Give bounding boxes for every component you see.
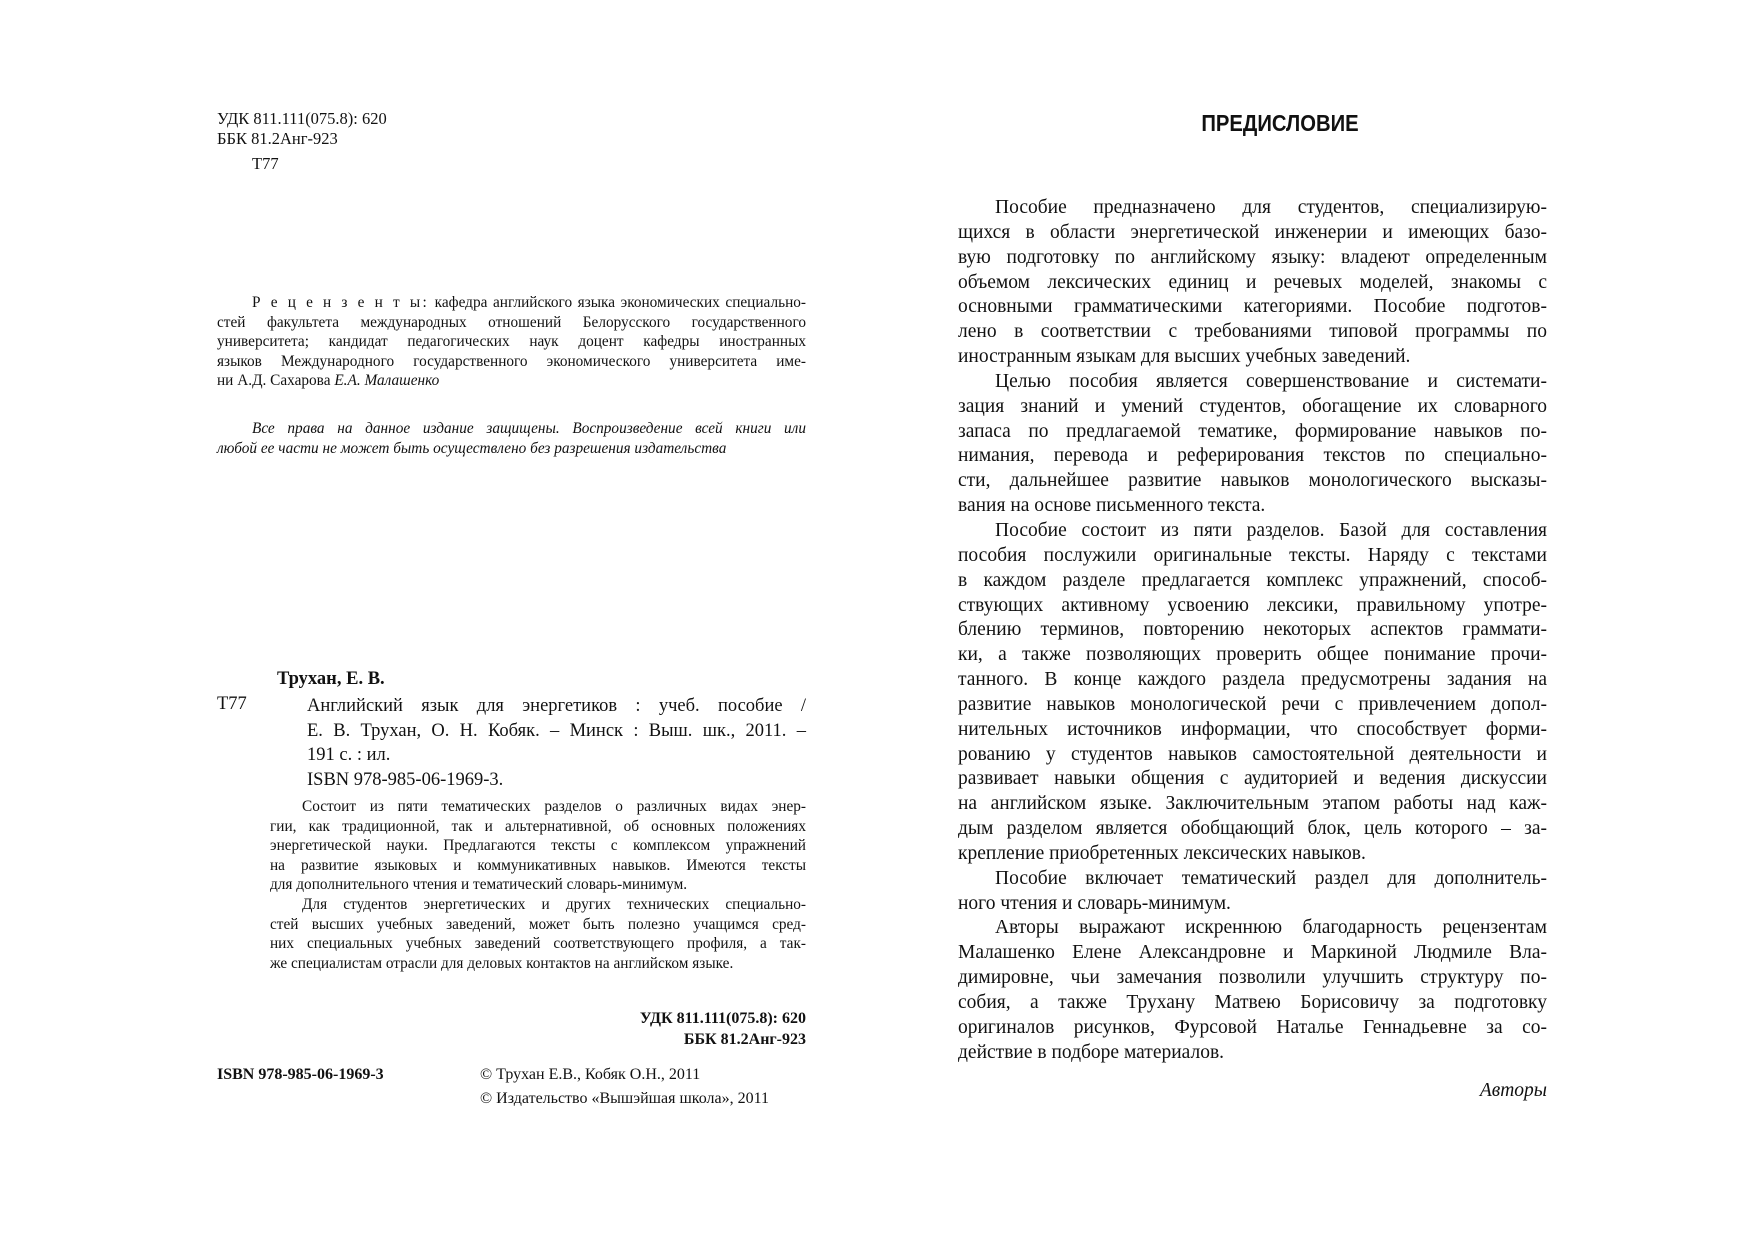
preface-line: лено в соответствии с требованиями типовой программы по <box>958 321 1547 343</box>
author-surname: Трухан <box>277 669 337 689</box>
preface-line: вую подготовку по английскому языку: владеют определенным <box>958 246 1547 268</box>
preface-line: димировне, чьи замечания позволили улучшить структуру по- <box>958 967 1547 989</box>
annotation-line: энергетической науки. Предлагаются тексты с комплексом упражнений <box>270 837 806 855</box>
preface-line: нимания, перевода и реферирования текстов по специально- <box>958 445 1547 467</box>
preface-line: зация знаний и умений студентов, обогащение их словарного <box>958 395 1547 417</box>
annotation-line: для дополнительного чтения и тематический словарь-минимум. <box>270 876 688 894</box>
page-title: ПРЕДИСЛОВИЕ <box>1201 110 1359 136</box>
preface-line: ствующих активному усвоению лексики, правильному употре- <box>958 594 1547 616</box>
reviewers-line: Р е ц е н з е н т ы: кафедра английского языка экономических специально- <box>252 294 807 311</box>
reviewers-line: языков Международного государственного экономического университета име- <box>217 352 806 370</box>
bib-code: Т77 <box>217 694 247 714</box>
preface-line: рованию у студентов навыков самостоятельной деятельности и <box>958 743 1547 765</box>
preface-line: иностранным языкам для высших учебных заведений. <box>958 346 1411 368</box>
preface-line: основными грамматическими категориями. Пособие подготов- <box>958 296 1547 318</box>
annotation-line: на развитие языковых и коммуникативных навыков. Имеются тексты <box>270 856 806 874</box>
reviewers-block <box>217 293 806 391</box>
preface-line: оригиналов рисунков, Фурсовой Наталье Геннадьевне за со- <box>958 1016 1547 1038</box>
preface-line: вания на основе письменного текста. <box>958 495 1266 517</box>
preface-line: на английском языке. Заключительным этапом работы над каж- <box>958 793 1547 815</box>
bib-line: Английский язык для энергетиков : учеб. пособие / <box>307 696 806 716</box>
author-initials: , Е. В. <box>336 669 385 689</box>
rights-line: любой ее части не может быть осуществлено без разрешения издательства <box>217 439 727 457</box>
annotation-line: же специалистам отрасли для деловых контактов на английском языке. <box>270 954 734 972</box>
preface-text <box>958 196 1547 1066</box>
preface-line: объемом лексических единиц и речевых моделей, знакомы с <box>958 271 1547 293</box>
rights-notice <box>217 419 806 458</box>
bib-isbn: ISBN 978-985-06-1969-3. <box>307 769 504 790</box>
udk-bold: УДК 811.111(075.8): 620 <box>639 1010 806 1027</box>
author-heading <box>277 669 385 690</box>
preface-line: Целью пособия является совершенствование и системати- <box>995 370 1547 392</box>
preface-line: сти, дальнейшее развитие навыков монологического высказы- <box>958 470 1547 492</box>
reviewers-line: университета; кандидат педагогических наук доцент кафедры иностранных <box>217 333 806 351</box>
reviewers-line: стей факультета международных отношений Белорусского государственного <box>217 313 806 331</box>
annotation-line: Состоит из пяти тематических разделов о различных видах энер- <box>302 798 806 815</box>
preface-line: развивает навыки общения с аудиторией и ведения дискуссии <box>958 768 1547 790</box>
preface-line: действие в подборе материалов. <box>958 1041 1225 1063</box>
annotation-line: них специальных учебных заведений соответствующего профиля, а так- <box>270 935 806 953</box>
reviewer-name: Е.А. Малашенко <box>334 372 440 390</box>
copyright-authors: © Трухан Е.В., Кобяк О.Н., 2011 <box>480 1066 701 1083</box>
preface-line: в каждом разделе предлагается комплекс упражнений, способ- <box>958 569 1547 591</box>
preface-line: нительных источников информации, что способствует форми- <box>958 718 1547 740</box>
author-code: Т77 <box>252 154 279 173</box>
reviewers-line: ни А.Д. Сахарова Е.А. Малашенко <box>217 372 440 390</box>
annotation-line: Для студентов энергетических и других технических специально- <box>302 895 806 913</box>
preface-line: ного чтения и словарь-минимум. <box>958 892 1231 914</box>
annotation <box>270 797 806 973</box>
preface-line: Малашенко Елене Александровне и Маркиной Людмиле Вла- <box>958 942 1547 964</box>
preface-line: щихся в области энергетической инженерии и имеющих базо- <box>958 221 1547 243</box>
preface-line: танного. В конце каждого раздела предусмотрены задания на <box>958 669 1547 691</box>
rights-line: Все права на данное издание защищены. Воспроизведение всей книги или <box>252 420 806 437</box>
bib-line: 191 с. : ил. <box>307 745 391 765</box>
preface-line: запаса по предлагаемой тематике, формирование навыков по- <box>958 420 1547 442</box>
preface-line: пособия послужили оригинальные тексты. Наряду с текстами <box>958 544 1547 566</box>
bbk-code: ББК 81.2Анг-923 <box>217 129 338 148</box>
preface-line: блению терминов, повторению некоторых аспектов граммати- <box>958 619 1547 641</box>
classification-codes <box>560 1008 806 1050</box>
preface-line: дым разделом является обобщающий блок, цель которого – за- <box>958 818 1547 840</box>
preface-line: Авторы выражают искреннюю благодарность рецензентам <box>995 917 1547 939</box>
preface-line: крепление приобретенных лексических навыков. <box>958 842 1366 864</box>
isbn: ISBN 978-985-06-1969-3 <box>217 1066 384 1083</box>
bib-line: Е. В. Трухан, О. Н. Кобяк. – Минск : Выш. шк., 2011. – <box>307 720 806 741</box>
reviewers-label: Р е ц е н з е н т ы: <box>252 294 430 311</box>
preface-line: Пособие состоит из пяти разделов. Базой для составления <box>995 519 1547 541</box>
bibliographic-record <box>307 694 806 792</box>
copyright-publisher: © Издательство «Вышэйшая школа», 2011 <box>480 1090 769 1107</box>
annotation-line: стей высших учебных заведений, может быть полезно учащимся сред- <box>270 915 806 933</box>
udk-code: УДК 811.111(075.8): 620 <box>217 109 387 128</box>
annotation-line: гии, как традиционной, так и альтернативной, об основных положениях <box>270 817 806 835</box>
preface-line: Пособие включает тематический раздел для дополнитель- <box>995 867 1547 889</box>
bbk-bold: ББК 81.2Анг-923 <box>683 1031 806 1048</box>
preface-line: Пособие предназначено для студентов, специализирую- <box>995 197 1547 218</box>
preface-line: ки, а также позволяющих проверить общее понимание прочи- <box>958 644 1547 666</box>
signature: Авторы <box>1479 1080 1547 1101</box>
preface-line: развитие навыков монологической речи с привлечением допол- <box>958 693 1547 715</box>
preface-line: собия, а также Трухану Матвею Борисовичу за подготовку <box>958 992 1547 1013</box>
